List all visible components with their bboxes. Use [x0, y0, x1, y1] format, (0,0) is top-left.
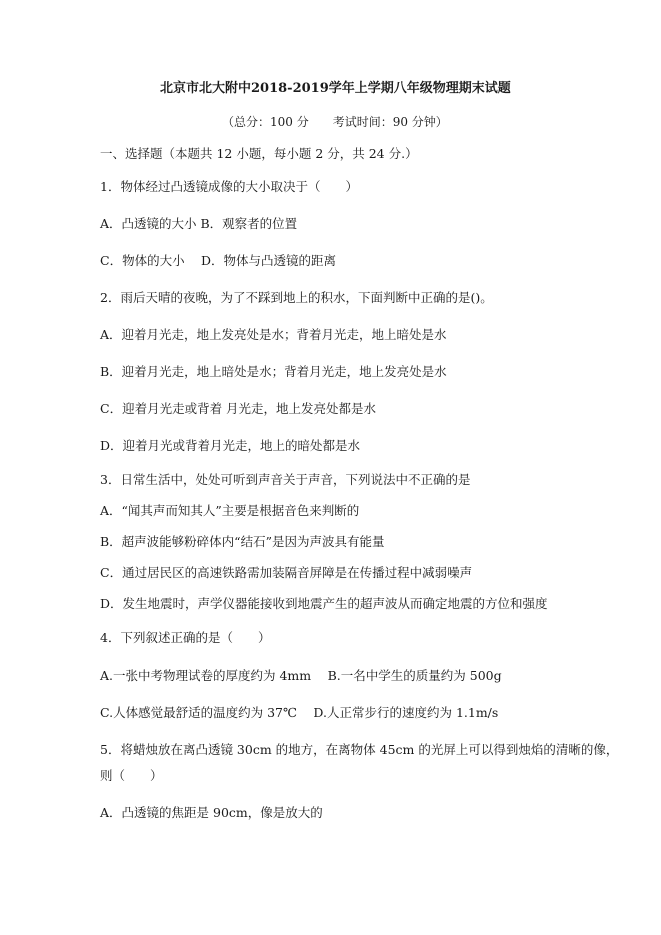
question-2-option-a: A．迎着月光走，地上发亮处是水；背着月光走，地上暗处是水	[100, 327, 447, 342]
question-3-option-a: A．“闻其声而知其人”主要是根据音色来判断的	[100, 503, 360, 518]
question-3-option-d: D．发生地震时，声学仪器能接收到地震产生的超声波从而确定地震的方位和强度	[100, 596, 548, 611]
exam-title: 北京市北大附中2018-2019学年上学期八年级物理期末试题	[160, 81, 511, 96]
question-3-option-c: C．通过居民区的高速铁路需加装隔音屏障是在传播过程中减弱噪声	[100, 565, 473, 580]
question-1-option-ab: A．凸透镜的大小 B．观察者的位置	[100, 216, 298, 231]
question-2-option-b: B．迎着月光走，地上暗处是水；背着月光走，地上发亮处是水	[100, 364, 447, 379]
question-5-stem: 5．将蜡烛放在离凸透镜 30cm 的地方，在离物体 45cm 的光屏上可以得到烛焰的清晰的像，	[100, 742, 619, 757]
question-1-option-cd: C．物体的大小 D．物体与凸透镜的距离	[100, 253, 337, 268]
question-5-stem-continued: 则（ ）	[100, 768, 163, 783]
question-4-stem: 4．下列叙述正确的是（ ）	[100, 630, 271, 645]
question-5-option-a: A．凸透镜的焦距是 90cm，像是放大的	[100, 805, 323, 820]
question-2-stem: 2．雨后天晴的夜晚，为了不踩到地上的积水，下面判断中正确的是()。	[100, 290, 493, 305]
exam-meta: （总分：100 分 考试时间：90 分钟）	[222, 115, 448, 129]
section-heading: 一、选择题（本题共 12 小题，每小题 2 分，共 24 分.）	[100, 146, 418, 161]
question-2-option-c: C．迎着月光走或背着 月光走，地上发亮处都是水	[100, 401, 377, 416]
question-3-stem: 3．日常生活中，处处可听到声音关于声音，下列说法中不正确的是	[100, 472, 471, 487]
question-4-option-cd: C.人体感觉最舒适的温度约为 37℃ D.人正常步行的速度约为 1.1m/s	[100, 705, 499, 720]
question-3-option-b: B．超声波能够粉碎体内“结石”是因为声波具有能量	[100, 534, 385, 549]
question-1-stem: 1．物体经过凸透镜成像的大小取决于（ ）	[100, 179, 358, 194]
question-4-option-ab: A.一张中考物理试卷的厚度约为 4mm B.一名中学生的质量约为 500g	[100, 668, 502, 683]
question-2-option-d: D．迎着月光或背着月光走，地上的暗处都是水	[100, 438, 361, 453]
